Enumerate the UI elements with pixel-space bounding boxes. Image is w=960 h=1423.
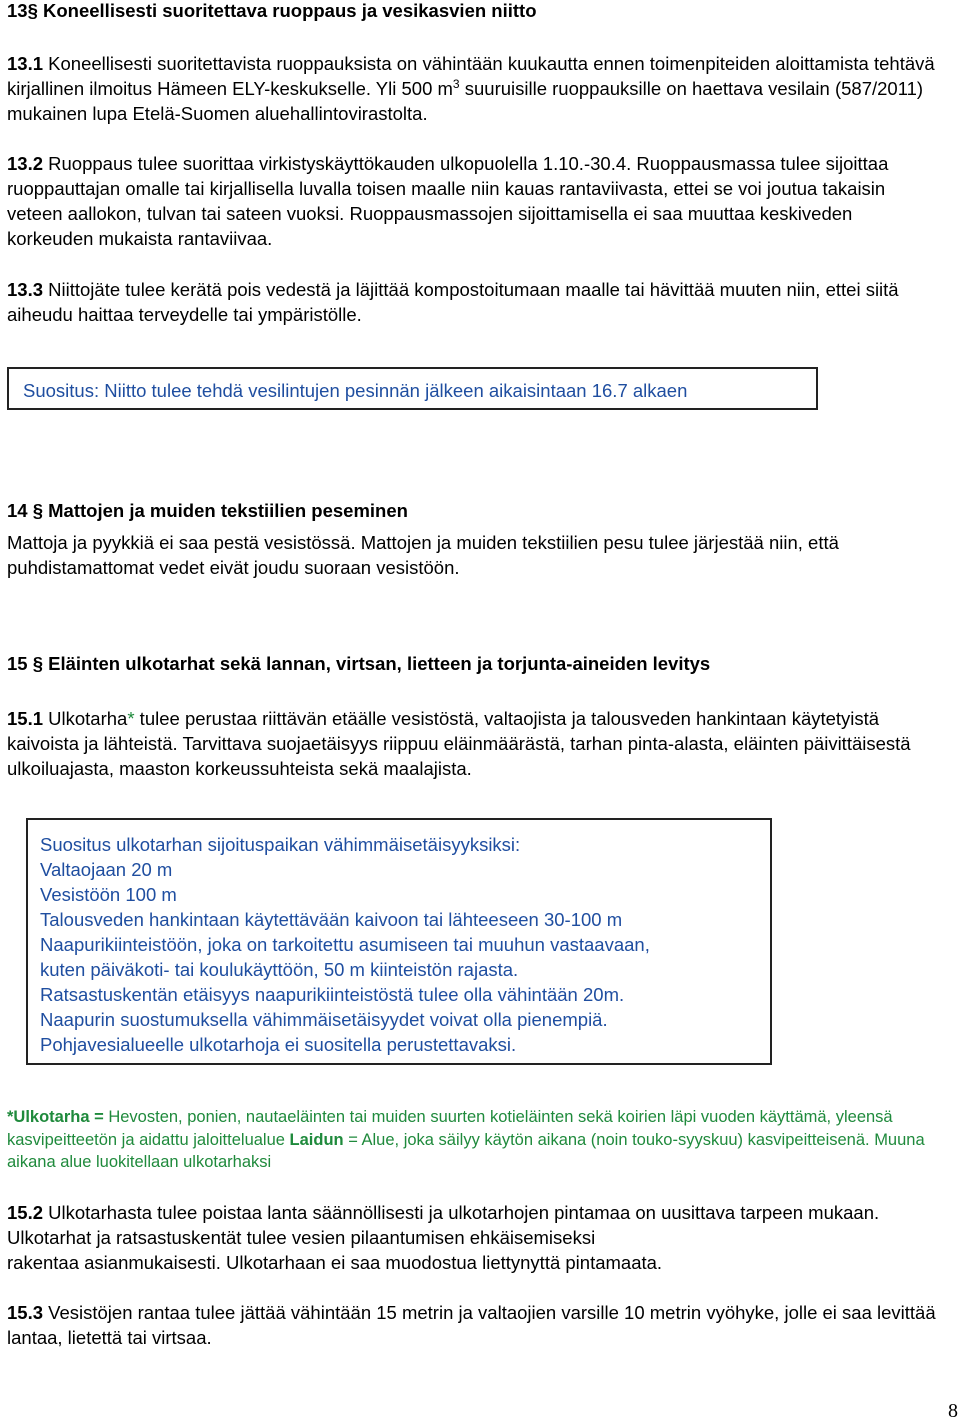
recommendation-box-15: [26, 818, 772, 1065]
paragraph-13-2: 13.2 Ruoppaus tulee suorittaa virkistyskäyttökauden ulkopuolella 1.10.-30.4. Ruoppausmassa tulee sijoittaa ruoppauttajan omalle tai kirjallisella luvalla toisen maalle niin kauas rantaviivasta, ettei se voi joutua takaisin veteen aallokon, tulvan tai sateen vuoksi. Ruoppausmassojen sijoittamisella ei saa muuttaa keskiveden korkeuden mukaista rantaviivaa.: [7, 153, 889, 249]
page-number: 8: [948, 1400, 958, 1422]
paragraph-13-1: 13.1 Koneellisesti suoritettavista ruoppauksista on vähintään kuukautta ennen toimenpiteiden aloittamista tehtävä kirjallinen ilmoitus Hämeen ELY-keskukselle. Yli 500 $m^3$ suuruisille ruoppauksille on haettava vesilain (587/2011) mukainen lupa Etelä-Suomen aluehallintovirastolta.: [7, 53, 935, 124]
box-line: Naapurin suostumuksella vähimmäisetäisyydet voivat olla pienempiä.: [40, 1009, 608, 1030]
box-line: Ratsastuskentän etäisyys naapurikiinteistöstä tulee olla vähintään 20m.: [40, 984, 625, 1005]
paragraph-15-2: 15.2 Ulkotarhasta tulee poistaa lanta säännöllisesti ja ulkotarhojen pintamaa on uusittava tarpeen mukaan. Ulkotarhat ja ratsastuskentät tulee vesien pilaantumisen ehkäisemiseksi rakentaa asianmukaisesti. Ulkotarhaan ei saa muodostua liettynyttä pintamaata.: [7, 1202, 880, 1273]
section-13-heading: 13§ Koneellisesti suoritettava ruoppaus ja vesikasvien niitto: [7, 0, 537, 21]
definitions: *Ulkotarha = Hevosten, ponien, nautaeläinten tai muiden suurten kotieläinten sekä koirien läpi vuoden käyttämä, yleensä kasvipeitteetön ja aidattu jaloittelualue Laidun = Alue, joka säilyy käytön aikana (noin touko-syyskuu) kasvipeitteisenä. Muuna aikana alue luokitellaan ulkotarhaksi: [7, 1108, 925, 1171]
box-line: Valtaojaan 20 m: [40, 859, 173, 880]
section-15-heading: 15 § Eläinten ulkotarhat sekä lannan, virtsan, lietteen ja torjunta-aineiden levitys: [7, 653, 711, 674]
paragraph-15-3: 15.3 Vesistöjen rantaa tulee jättää vähintään 15 metrin ja valtaojien varsille 10 metrin vyöhyke, jolle ei saa levittää lantaa, lietettä tai virtsaa.: [7, 1302, 936, 1348]
box-line: Suositus ulkotarhan sijoituspaikan vähimmäisetäisyyksiksi:: [40, 834, 521, 855]
paragraph-13-3: 13.3 Niittojäte tulee kerätä pois vedestä ja läjittää kompostoitumaan maalle tai hävittää muuten niin, ettei siitä aiheudu haittaa terveydelle tai ympäristölle.: [7, 279, 899, 325]
box-line: kuten päiväkoti- tai koulukäyttöön, 50 m kiinteistön rajasta.: [40, 959, 519, 980]
box-line: Pohjavesialueelle ulkotarhoja ei suositella perustettavaksi.: [40, 1034, 517, 1055]
paragraph-14: Mattoja ja pyykkiä ei saa pestä vesistössä. Mattojen ja muiden tekstiilien pesu tulee järjestää niin, että puhdistamattomat vedet eivät joudu suoraan vesistöön.: [7, 532, 839, 578]
box-line: Talousveden hankintaan käytettävään kaivoon tai lähteeseen 30-100 m: [40, 909, 623, 930]
box-line: Naapurikiinteistöön, joka on tarkoitettu asumiseen tai muuhun vastaavaan,: [40, 934, 650, 955]
recommendation-box-13: Suositus: Niitto tulee tehdä vesilintujen pesinnän jälkeen aikaisintaan 16.7 alkaen: [7, 367, 818, 410]
paragraph-15-1: 15.1 Ulkotarha* tulee perustaa riittävän etäälle vesistöstä, valtaojista ja talousveden hankintaan käytetyistä kaivoista ja lähteistä. Tarvittava suojaetäisyys riippuu eläinmäärästä, tarhan pinta-alasta, eläinten päivittäisestä ulkoiluajasta, maaston korkeussuhteista sekä maalajista.: [7, 708, 911, 779]
box-line: Vesistöön 100 m: [40, 884, 177, 905]
section-14-heading: 14 § Mattojen ja muiden tekstiilien peseminen: [7, 500, 408, 521]
